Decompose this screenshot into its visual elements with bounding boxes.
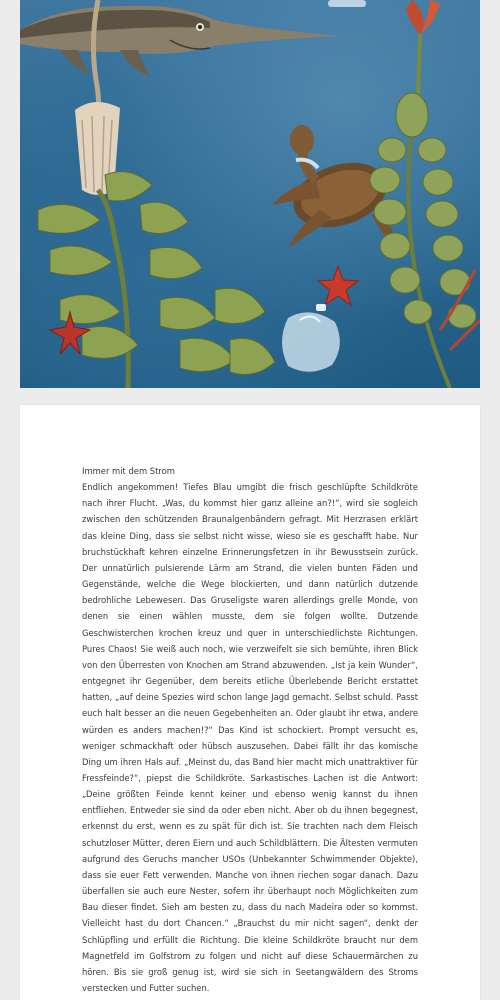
red-flower-illustration: [406, 0, 440, 95]
article-card: [20, 405, 480, 1000]
article-body: Endlich angekommen! Tiefes Blau umgibt die frisch geschlüpfte Schildkröte nach ihrer Flucht. „Was, du kommst hier ganz alleine an?!“, wird sie sogleich zwischen den schützenden Braunalgenbändern gefragt. Mit Herzrasen erklärt das kleine Ding, dass sie selbst nicht wisse, wieso sie es geschafft habe. Nur bruchstückhaft kehren einzelne Erinnerungsfetzen in ihr Bewusstsein zurück. Der unnatürlich pulsierende Lärm am Strand, die vielen bunten Fäden und Gegenstände, welche die Wege blockierten, und dann natürlich dutzende bedrohliche Lebewesen. Das Gruseligste waren allerdings grelle Monde, von denen sie einen wählen musste, dem sie folgen wollte. Dutzende Geschwisterchen krochen kreuz und quer in unterschiedlichste Richtungen. Pures Chaos! Sie weiß auch noch, wie verzweifelt sie sich bemühte, ihren Blick von den Überresten von Knochen am Strand abzuwenden. „Ist ja kein Wunder“, entgegnet ihr Gegenüber, dem bereits etliche Überlebende Bericht erstattet hatten, „auf deine Spezies wird schon lange Jagd gemacht. Selbst schuld. Passt euch halt besser an die neuen Gegebenheiten an. Oder glaubt ihr etwa, andere würden es anders machen!?“ Das Kind ist schockiert. Prompt versucht es, weniger schmackhaft oder hübsch auszusehen. Dabei fällt ihr das komische Ding um ihren Hals auf. „Meinst du, das Band hier macht mich unattraktiver für Fressfeinde?“, piepst die Schildkröte. Sarkastisches Lachen ist die Antwort: „Deine größten Feinde kennt keiner und ebenso wenig kannst du ihnen entfliehen. Entweder sie sind da oder eben nicht. Aber ob du ihnen begegnest, erkennst du erst, wenn es zu spät für dich ist. Sie trachten nach dem Fleisch schutzloser Mütter, deren Eiern und auch Schildblättern. Die Ältesten vermuten aufgrund des Geruchs mancher USOs (Unbekannter Schwimmender Objekte), dass sie euer Fett verwenden. Manche von ihnen riechen sogar danach. Dazu überfallen sie auch eure Nester, sofern ihr überhaupt noch Möglichkeiten zum Bau dieser findet. Sieh am besten zu, dass du nach Madeira oder so kommst. Vielleicht hast du dort Chancen.“ „Brauchst du mir nicht sagen“, denkt der Schlüpfling und erfüllt die Richtung. Die kleine Schildkröte braucht nur dem Magnetfeld im Golfstrom zu folgen und nicht auf diese Schauermärchen zu hören. Bis sie groß genug ist, wird sie sich in Seetangwäldern des Stroms verstecken und Futter suchen.: [82, 482, 418, 993]
seaweed-plant-illustration: [38, 172, 275, 388]
starfish-illustration: [318, 266, 358, 305]
article: [82, 463, 418, 996]
kelp-illustration: [370, 93, 480, 388]
ocean-illustration: [20, 0, 480, 388]
plastic-bottle-illustration: [282, 304, 340, 372]
plastic-bag-illustration: [328, 0, 366, 7]
swordfish-illustration: [20, 6, 340, 76]
ocean-scene: [20, 0, 480, 388]
article-title: Immer mit dem Strom: [82, 466, 175, 476]
